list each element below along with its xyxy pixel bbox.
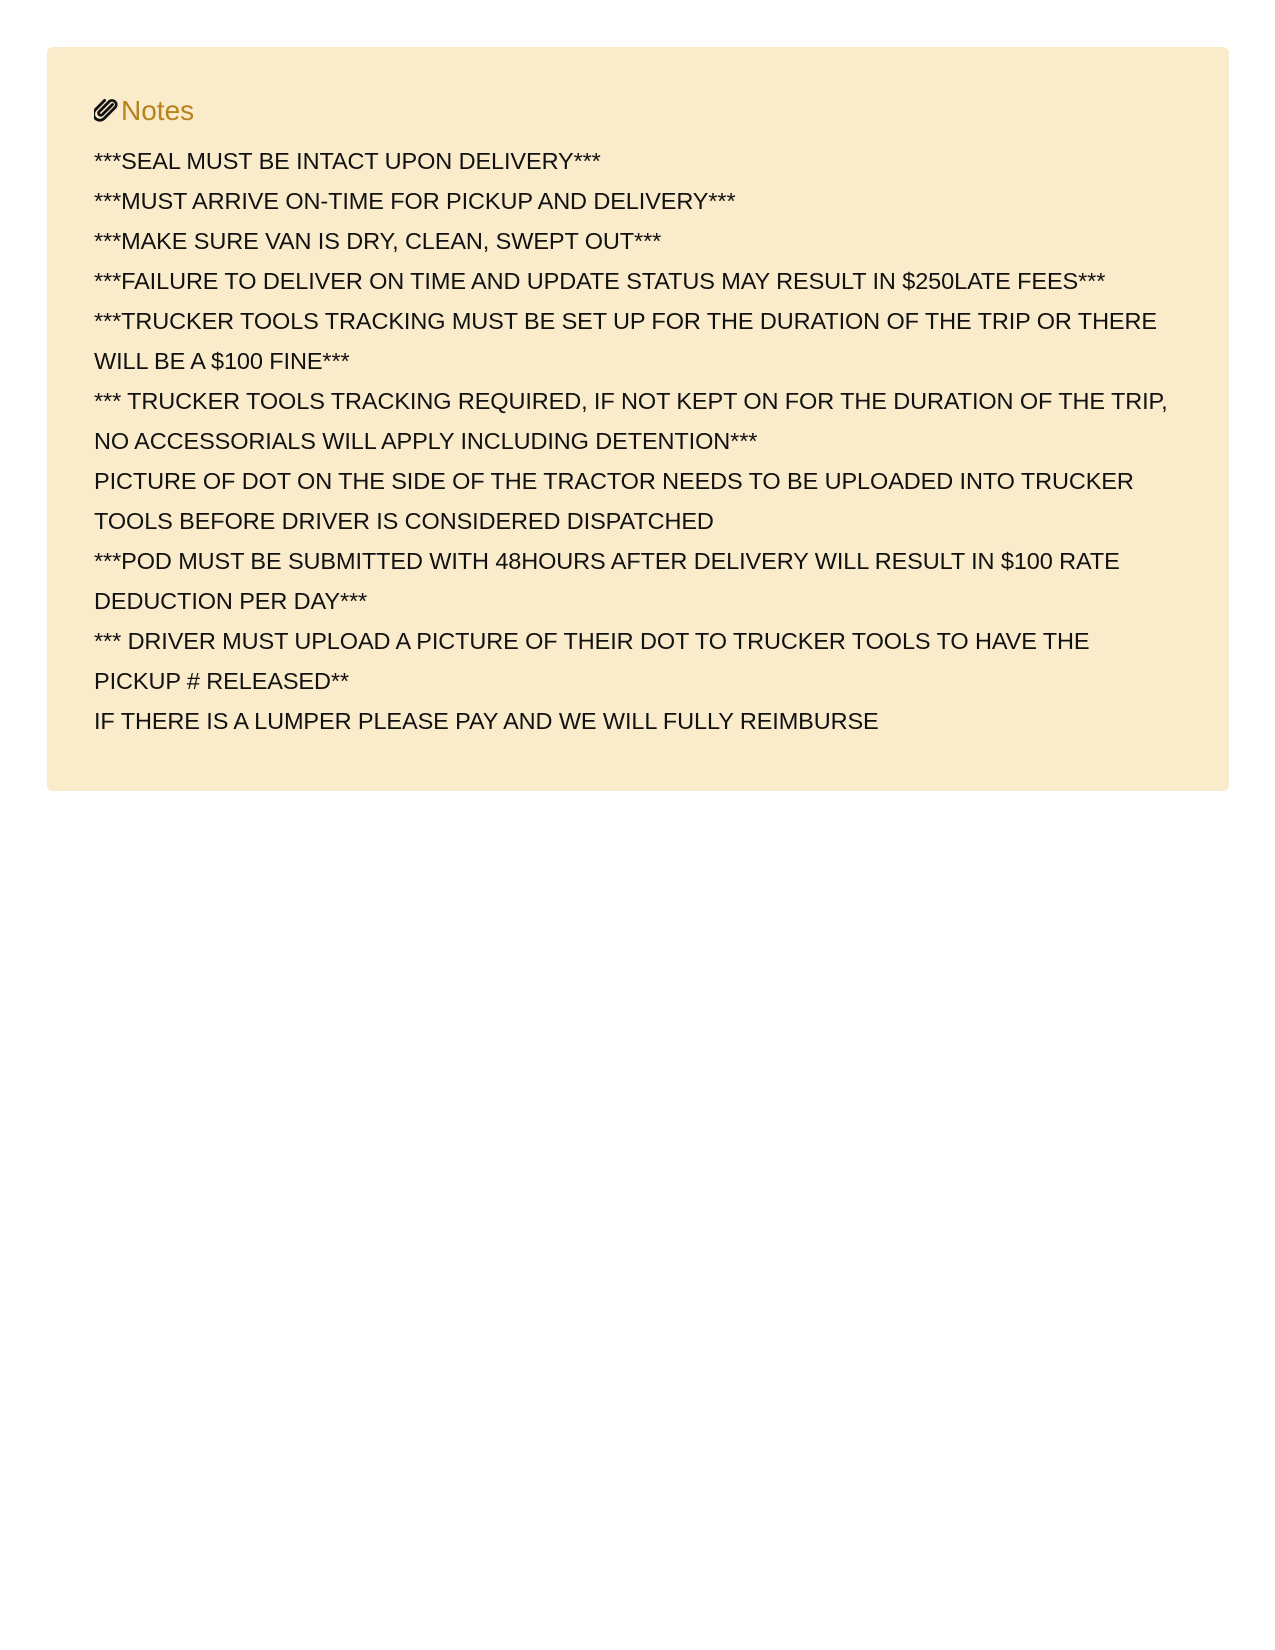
notes-title: Notes bbox=[121, 95, 195, 126]
note-line: ***SEAL MUST BE INTACT UPON DELIVERY*** bbox=[94, 148, 601, 174]
notes-header bbox=[94, 91, 1182, 131]
note-line: ***FAILURE TO DELIVER ON TIME AND UPDATE STATUS MAY RESULT IN $250LATE FEES*** bbox=[94, 268, 1106, 294]
notes-list bbox=[94, 141, 1182, 741]
note-line: PICTURE OF DOT ON THE SIDE OF THE TRACTOR NEEDS TO BE UPLOADED INTO TRUCKER TOOLS BEFORE DRIVER IS CONSIDERED DISPATCHED bbox=[94, 468, 1134, 534]
note-line: ***POD MUST BE SUBMITTED WITH 48HOURS AFTER DELIVERY WILL RESULT IN $100 RATE DEDUCTION PER DAY*** bbox=[94, 548, 1120, 614]
note-line: ***MUST ARRIVE ON-TIME FOR PICKUP AND DELIVERY*** bbox=[94, 188, 736, 214]
note-line: ***TRUCKER TOOLS TRACKING MUST BE SET UP FOR THE DURATION OF THE TRIP OR THERE WILL BE A $100 FINE*** bbox=[94, 308, 1157, 374]
note-line: *** DRIVER MUST UPLOAD A PICTURE OF THEIR DOT TO TRUCKER TOOLS TO HAVE THE PICKUP # RELEASED** bbox=[94, 628, 1090, 694]
paperclip-icon bbox=[94, 98, 118, 124]
note-line: IF THERE IS A LUMPER PLEASE PAY AND WE WILL FULLY REIMBURSE bbox=[94, 708, 879, 734]
notes-panel bbox=[47, 47, 1229, 791]
note-line: *** TRUCKER TOOLS TRACKING REQUIRED, IF NOT KEPT ON FOR THE DURATION OF THE TRIP, NO ACCESSORIALS WILL APPLY INCLUDING DETENTION*** bbox=[94, 388, 1168, 454]
note-line: ***MAKE SURE VAN IS DRY, CLEAN, SWEPT OUT*** bbox=[94, 228, 662, 254]
